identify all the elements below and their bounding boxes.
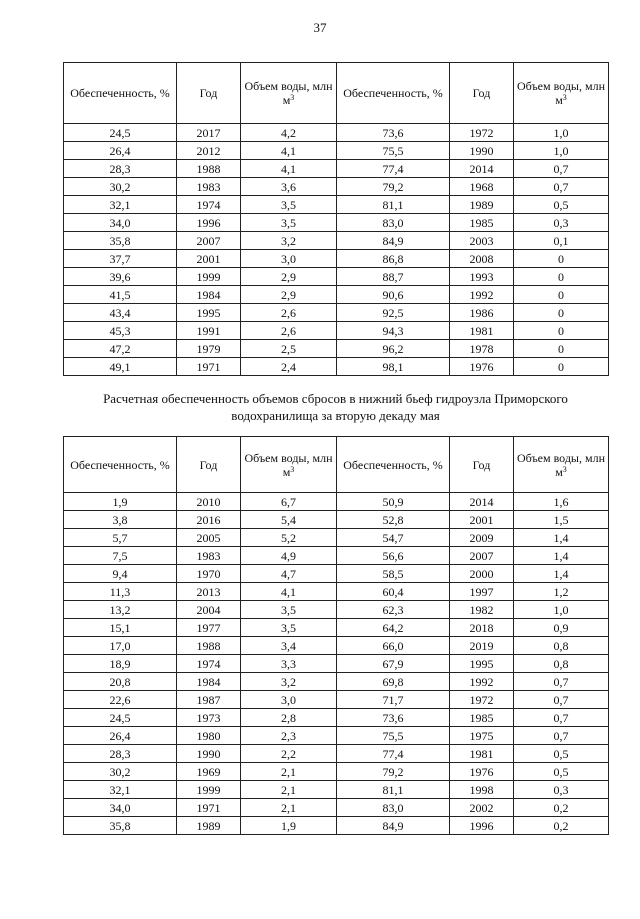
table-cell: 1981 (450, 745, 514, 763)
table-row (64, 529, 609, 547)
table-cell: 1986 (450, 304, 514, 322)
table-cell: 28,3 (64, 160, 177, 178)
table-cell: 3,5 (241, 196, 337, 214)
table-cell: 2018 (450, 619, 514, 637)
table-cell: 56,6 (337, 547, 450, 565)
table-cell: 2019 (450, 637, 514, 655)
table-cell: 94,3 (337, 322, 450, 340)
unit-superscript: 3 (290, 93, 295, 102)
caption-line: Расчетная обеспеченность объемов сбросов в нижний бьеф гидроузла Приморского (103, 391, 568, 406)
table-header-row (64, 63, 609, 124)
table-row (64, 268, 609, 286)
table-cell: 58,5 (337, 565, 450, 583)
table-cell: 1969 (177, 763, 241, 781)
table-cell: 60,4 (337, 583, 450, 601)
table-cell: 75,5 (337, 727, 450, 745)
table-cell: 1991 (177, 322, 241, 340)
table-cell: 1976 (450, 358, 514, 376)
table-cell: 35,8 (64, 232, 177, 250)
table-body (64, 493, 609, 835)
table-cell: 0 (514, 268, 609, 286)
table-cell: 1984 (177, 673, 241, 691)
table-cell: 1984 (177, 286, 241, 304)
table-cell: 1995 (177, 304, 241, 322)
table-cell: 1,0 (514, 601, 609, 619)
table-cell: 2014 (450, 493, 514, 511)
table-cell: 0,5 (514, 763, 609, 781)
table-cell: 2007 (177, 232, 241, 250)
table-cell: 1971 (177, 799, 241, 817)
table-cell: 17,0 (64, 637, 177, 655)
table-row (64, 142, 609, 160)
table-cell: 1996 (450, 817, 514, 835)
table-cell: 0 (514, 322, 609, 340)
table-cell: 1,6 (514, 493, 609, 511)
table-row (64, 214, 609, 232)
table-cell: 3,5 (241, 214, 337, 232)
header-cell (241, 63, 337, 124)
table-cell: 1989 (177, 817, 241, 835)
table-cell: 2,2 (241, 745, 337, 763)
table-row (64, 178, 609, 196)
table-cell: 4,2 (241, 124, 337, 142)
table-cell: 1974 (177, 655, 241, 673)
table-cell: 3,5 (241, 619, 337, 637)
table-cell: 1999 (177, 268, 241, 286)
table-cell: 1970 (177, 565, 241, 583)
table-cell: 3,0 (241, 691, 337, 709)
table-row (64, 709, 609, 727)
table-row (64, 799, 609, 817)
table-cell: 62,3 (337, 601, 450, 619)
table-cell: 0,8 (514, 637, 609, 655)
table-cell: 2,6 (241, 322, 337, 340)
table-cell: 5,7 (64, 529, 177, 547)
table-cell: 1968 (450, 178, 514, 196)
table-cell: 34,0 (64, 799, 177, 817)
table-cell: 1982 (450, 601, 514, 619)
table-cell: 1999 (177, 781, 241, 799)
table-cell: 1,4 (514, 529, 609, 547)
table-cell: 0,7 (514, 673, 609, 691)
table-cell: 90,6 (337, 286, 450, 304)
header-cell: Год (450, 437, 514, 493)
table-cell: 1989 (450, 196, 514, 214)
table-cell: 69,8 (337, 673, 450, 691)
table-cell: 0,3 (514, 214, 609, 232)
table-cell: 1972 (450, 691, 514, 709)
table-cell: 26,4 (64, 142, 177, 160)
table-cell: 4,1 (241, 583, 337, 601)
table-cell: 2000 (450, 565, 514, 583)
header-cell: Год (177, 63, 241, 124)
table-cell: 5,2 (241, 529, 337, 547)
table-cell: 1995 (450, 655, 514, 673)
table-cell: 96,2 (337, 340, 450, 358)
table-cell: 86,8 (337, 250, 450, 268)
table-cell: 3,6 (241, 178, 337, 196)
table-cell: 2003 (450, 232, 514, 250)
table-cell: 2,6 (241, 304, 337, 322)
table-cell: 0,7 (514, 160, 609, 178)
table-cell: 0,5 (514, 196, 609, 214)
table-cell: 88,7 (337, 268, 450, 286)
table-cell: 2,9 (241, 268, 337, 286)
table-cell: 1993 (450, 268, 514, 286)
table-cell: 77,4 (337, 745, 450, 763)
table-row (64, 565, 609, 583)
table-cell: 50,9 (337, 493, 450, 511)
table-cell: 1996 (177, 214, 241, 232)
table-cell: 81,1 (337, 196, 450, 214)
table-cell: 64,2 (337, 619, 450, 637)
table-cell: 4,9 (241, 547, 337, 565)
header-cell: Обеспеченность, % (337, 63, 450, 124)
table-row (64, 511, 609, 529)
table-cell: 47,2 (64, 340, 177, 358)
table-cell: 2010 (177, 493, 241, 511)
table-cell: 37,7 (64, 250, 177, 268)
table-cell: 1,0 (514, 124, 609, 142)
table-cell: 71,7 (337, 691, 450, 709)
table-cell: 2001 (450, 511, 514, 529)
table-cell: 84,9 (337, 232, 450, 250)
table-cell: 75,5 (337, 142, 450, 160)
table-cell: 0 (514, 286, 609, 304)
table-cell: 0,3 (514, 781, 609, 799)
header-label: Объем воды, млн м (244, 450, 333, 479)
unit-superscript: 3 (562, 464, 567, 474)
table-cell: 22,6 (64, 691, 177, 709)
table-cell: 7,5 (64, 547, 177, 565)
table-cell: 45,3 (64, 322, 177, 340)
table-cell: 3,4 (241, 637, 337, 655)
table-row (64, 727, 609, 745)
table-cell: 1981 (450, 322, 514, 340)
header-cell: Обеспеченность, % (337, 437, 450, 493)
table-row (64, 124, 609, 142)
table-cell: 30,2 (64, 178, 177, 196)
table-row (64, 304, 609, 322)
header-cell: Год (177, 437, 241, 493)
table-row (64, 817, 609, 835)
table-cell: 34,0 (64, 214, 177, 232)
table-cell: 1972 (450, 124, 514, 142)
table-cell: 30,2 (64, 763, 177, 781)
unit-superscript: 3 (562, 93, 567, 102)
table-cell: 0,7 (514, 178, 609, 196)
table-cell: 41,5 (64, 286, 177, 304)
table-row (64, 250, 609, 268)
table-cell: 0,2 (514, 799, 609, 817)
table-cell: 1975 (450, 727, 514, 745)
table-cell: 1983 (177, 547, 241, 565)
table-caption (63, 390, 608, 424)
table-cell: 2012 (177, 142, 241, 160)
table-cell: 11,3 (64, 583, 177, 601)
table-cell: 4,1 (241, 160, 337, 178)
table-cell: 2,8 (241, 709, 337, 727)
table-cell: 1983 (177, 178, 241, 196)
table-cell: 32,1 (64, 781, 177, 799)
header-label: Объем воды, млн м (516, 450, 605, 479)
table-cell: 9,4 (64, 565, 177, 583)
table-cell: 4,7 (241, 565, 337, 583)
table-cell: 1985 (450, 214, 514, 232)
table-cell: 4,1 (241, 142, 337, 160)
table-cell: 1973 (177, 709, 241, 727)
table-cell: 1,4 (514, 547, 609, 565)
table-cell: 2,1 (241, 763, 337, 781)
table-cell: 0,2 (514, 817, 609, 835)
table-body (64, 124, 609, 376)
table-cell: 28,3 (64, 745, 177, 763)
table-cell: 43,4 (64, 304, 177, 322)
table-cell: 3,5 (241, 601, 337, 619)
header-cell: Год (450, 63, 514, 124)
table-cell: 3,2 (241, 232, 337, 250)
table-cell: 81,1 (337, 781, 450, 799)
table-row (64, 583, 609, 601)
table-cell: 2001 (177, 250, 241, 268)
table-cell: 18,9 (64, 655, 177, 673)
table-cell: 3,0 (241, 250, 337, 268)
table-cell: 67,9 (337, 655, 450, 673)
table-cell: 2004 (177, 601, 241, 619)
table-cell: 0,1 (514, 232, 609, 250)
table-row (64, 601, 609, 619)
table-cell: 0 (514, 250, 609, 268)
table-cell: 2002 (450, 799, 514, 817)
table-cell: 2017 (177, 124, 241, 142)
table-cell: 2008 (450, 250, 514, 268)
table-cell: 1988 (177, 160, 241, 178)
table-row (64, 655, 609, 673)
table-cell: 1976 (450, 763, 514, 781)
water-supply-table-2 (63, 436, 609, 835)
header-cell: Обеспеченность, % (64, 63, 177, 124)
table-row (64, 745, 609, 763)
table-row (64, 196, 609, 214)
table-cell: 66,0 (337, 637, 450, 655)
table-cell: 1974 (177, 196, 241, 214)
table-cell: 2014 (450, 160, 514, 178)
table-cell: 1997 (450, 583, 514, 601)
table-cell: 2,1 (241, 781, 337, 799)
table-cell: 20,8 (64, 673, 177, 691)
table-cell: 35,8 (64, 817, 177, 835)
table-cell: 2,3 (241, 727, 337, 745)
table-cell: 2,4 (241, 358, 337, 376)
table-row (64, 232, 609, 250)
header-label: Объем воды, млн м (244, 79, 333, 107)
table-cell: 1988 (177, 637, 241, 655)
table-cell: 32,1 (64, 196, 177, 214)
table-cell: 15,1 (64, 619, 177, 637)
water-supply-table-1 (63, 62, 609, 376)
table-cell: 26,4 (64, 727, 177, 745)
table-row (64, 160, 609, 178)
header-cell (241, 437, 337, 493)
table-cell: 73,6 (337, 709, 450, 727)
table-cell: 0,7 (514, 709, 609, 727)
table-cell: 2,1 (241, 799, 337, 817)
table-cell: 2,5 (241, 340, 337, 358)
table-row (64, 637, 609, 655)
table-cell: 1,0 (514, 142, 609, 160)
table-row (64, 322, 609, 340)
header-label: Объем воды, млн м (516, 79, 605, 107)
table-cell: 1985 (450, 709, 514, 727)
table-row (64, 673, 609, 691)
table-cell: 1,9 (241, 817, 337, 835)
caption-line: водохранилища за вторую декаду мая (231, 408, 440, 423)
table-cell: 52,8 (337, 511, 450, 529)
table-cell: 77,4 (337, 160, 450, 178)
table-cell: 1,9 (64, 493, 177, 511)
table-row (64, 691, 609, 709)
table-cell: 13,2 (64, 601, 177, 619)
table-cell: 0,7 (514, 727, 609, 745)
table-cell: 0 (514, 340, 609, 358)
table-cell: 79,2 (337, 178, 450, 196)
table-row (64, 547, 609, 565)
table-cell: 83,0 (337, 214, 450, 232)
header-cell (514, 437, 609, 493)
table-cell: 1977 (177, 619, 241, 637)
table-cell: 1990 (177, 745, 241, 763)
table-cell: 1998 (450, 781, 514, 799)
table-cell: 1978 (450, 340, 514, 358)
table-cell: 1,2 (514, 583, 609, 601)
table-cell: 49,1 (64, 358, 177, 376)
table-cell: 24,5 (64, 709, 177, 727)
table-row (64, 781, 609, 799)
table-cell: 1,4 (514, 565, 609, 583)
table-cell: 83,0 (337, 799, 450, 817)
table-cell: 0 (514, 358, 609, 376)
table-cell: 5,4 (241, 511, 337, 529)
table-cell: 1,5 (514, 511, 609, 529)
table-cell: 1992 (450, 286, 514, 304)
table-cell: 1992 (450, 673, 514, 691)
table-cell: 98,1 (337, 358, 450, 376)
table-row (64, 493, 609, 511)
table-row (64, 763, 609, 781)
table-cell: 1990 (450, 142, 514, 160)
table-cell: 54,7 (337, 529, 450, 547)
table-cell: 92,5 (337, 304, 450, 322)
table-cell: 2009 (450, 529, 514, 547)
table-cell: 0,8 (514, 655, 609, 673)
header-cell: Обеспеченность, % (64, 437, 177, 493)
table-cell: 6,7 (241, 493, 337, 511)
table-cell: 84,9 (337, 817, 450, 835)
table-cell: 73,6 (337, 124, 450, 142)
table-cell: 0,7 (514, 691, 609, 709)
table-cell: 1987 (177, 691, 241, 709)
table-cell: 1979 (177, 340, 241, 358)
table-cell: 1971 (177, 358, 241, 376)
table-cell: 2005 (177, 529, 241, 547)
table-cell: 0,9 (514, 619, 609, 637)
table-row (64, 358, 609, 376)
table-cell: 2013 (177, 583, 241, 601)
table-cell: 2016 (177, 511, 241, 529)
table-cell: 3,3 (241, 655, 337, 673)
header-cell (514, 63, 609, 124)
table-cell: 0 (514, 304, 609, 322)
unit-superscript: 3 (290, 464, 295, 474)
table-cell: 1980 (177, 727, 241, 745)
table-header-row (64, 437, 609, 493)
table-row (64, 340, 609, 358)
table-cell: 3,8 (64, 511, 177, 529)
table-cell: 79,2 (337, 763, 450, 781)
table-cell: 0,5 (514, 745, 609, 763)
table-cell: 2,9 (241, 286, 337, 304)
table-cell: 39,6 (64, 268, 177, 286)
table-row (64, 619, 609, 637)
table-cell: 2007 (450, 547, 514, 565)
table-cell: 24,5 (64, 124, 177, 142)
table-cell: 3,2 (241, 673, 337, 691)
page-number: 37 (313, 20, 327, 35)
table-row (64, 286, 609, 304)
